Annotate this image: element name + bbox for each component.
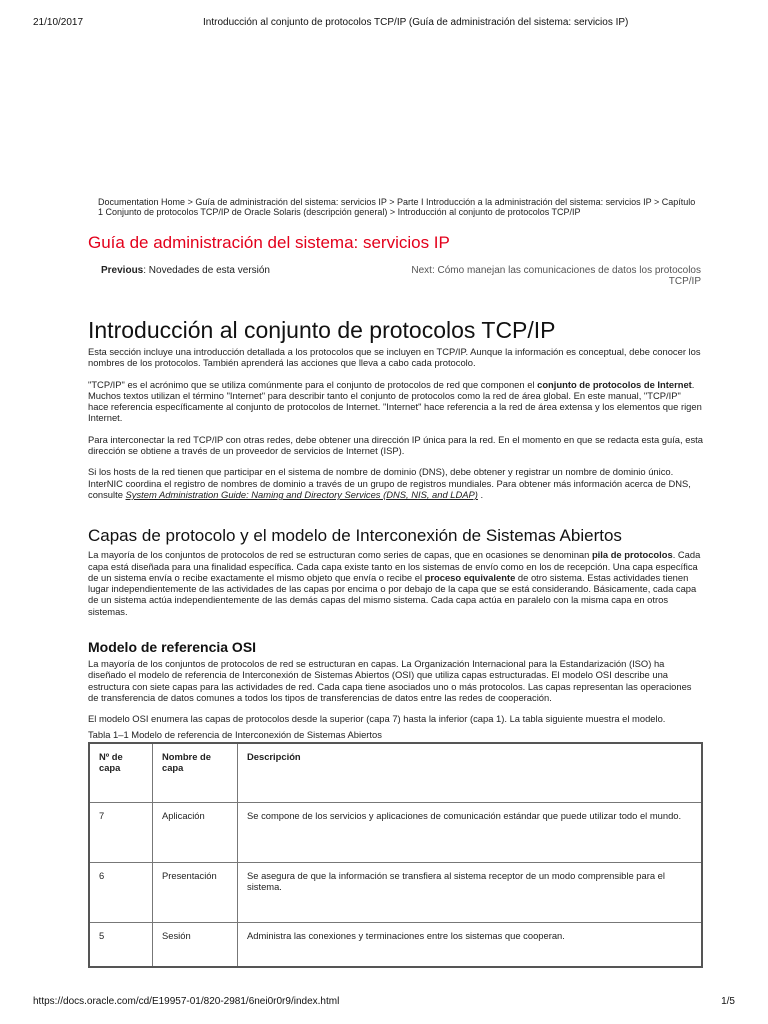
column-header-layer-number: Nº de capa [89, 743, 153, 803]
section-heading-layers: Capas de protocolo y el modelo de Interconexión de Sistemas Abiertos [88, 526, 622, 546]
cell-description: Administra las conexiones y terminaciones entre los sistemas que cooperan. [238, 923, 703, 967]
next-link[interactable] [401, 265, 701, 287]
table-caption: Tabla 1–1 Modelo de referencia de Interconexión de Sistemas Abiertos [88, 728, 382, 740]
tcpip-definition-paragraph: "TCP/IP" es el acrónimo que se utiliza comúnmente para el conjunto de protocolos de red que componen el conjunto de protocolos de Internet. Muchos textos utilizan el término "Internet" para describir tanto el conjunto de protocolos como la red de área global. En este manual, "TCP/IP" hace referencia específicamente al conjunto de protocolos de Internet. "Internet" hace referencia a la red de área extensa y los elementos que rigen Internet. [88, 378, 702, 424]
breadcrumb-item-chapter[interactable]: Capítulo 1 Conjunto de protocolos TCP/IP de Oracle Solaris (descripción general) [98, 197, 696, 217]
breadcrumb-item-part[interactable]: Parte I Introducción a la administración del sistema: servicios IP [397, 197, 652, 207]
column-header-layer-name: Nombre de capa [153, 743, 238, 803]
section-heading-osi: Modelo de referencia OSI [88, 639, 257, 656]
book-title[interactable]: Guía de administración del sistema: servicios IP [88, 233, 450, 252]
print-header [33, 17, 735, 31]
osi-model-table [88, 742, 703, 968]
breadcrumb-separator: > [389, 197, 398, 207]
intro-paragraph: Esta sección incluye una introducción detallada a los protocolos que se incluyen en TCP/IP. Aunque la información es conceptual, debe conocer los nombres de los protocolos. También aprenderá las acciones que lleva a cabo cada protocolo. [88, 346, 701, 369]
print-date: 21/10/2017 [33, 17, 84, 28]
cell-layer-name: Presentación [153, 863, 238, 923]
cell-layer-number: 6 [89, 863, 153, 923]
osi-layers-paragraph: El modelo OSI enumera las capas de protocolos desde la superior (capa 7) hasta la inferior (capa 1). La tabla siguiente muestra el modelo. [88, 713, 666, 725]
cell-description: Se asegura de que la información se transfiera al sistema receptor de un modo comprensible para el sistema. [238, 863, 703, 923]
cell-layer-name: Aplicación [153, 803, 238, 863]
print-page-title: Introducción al conjunto de protocolos TCP/IP (Guía de administración del sistema: servicios IP) [203, 17, 629, 28]
table-row [89, 923, 702, 967]
main-content [88, 316, 703, 968]
table-row [89, 863, 702, 923]
next-page-title[interactable]: : Cómo manejan las comunicaciones de datos los protocolos TCP/IP [431, 265, 701, 287]
next-label: Next [411, 265, 432, 276]
ip-address-paragraph: Para interconectar la red TCP/IP con otras redes, debe obtener una dirección IP única para la red. En el momento en que se redacta esta guía, esta dirección se obtiene a través de un proveedor de servicios de Internet (ISP). [88, 433, 703, 457]
dns-guide-link[interactable]: System Administration Guide: Naming and Directory Services (DNS, NIS, and LDAP) [125, 488, 478, 500]
breadcrumb-item-current: Introducción al conjunto de protocolos TCP/IP [397, 207, 581, 217]
bold-term: conjunto de protocolos de Internet [537, 378, 692, 390]
print-footer [33, 996, 735, 1010]
bold-term: pila de protocolos [591, 549, 673, 561]
previous-label: Previous [101, 265, 144, 276]
breadcrumb-item-book[interactable]: Guía de administración del sistema: servicios IP [195, 197, 387, 207]
breadcrumb-separator: > [187, 197, 196, 207]
cell-layer-name: Sesión [153, 923, 238, 967]
cell-layer-number: 5 [89, 923, 153, 967]
print-url: https://docs.oracle.com/cd/E19957-01/820-2981/6nei0r0r9/index.html [33, 996, 340, 1007]
cell-layer-number: 7 [89, 803, 153, 863]
layers-paragraph: La mayoría de los conjuntos de protocolos de red se estructuran como series de capas, que en ocasiones se denominan pila de protocolos. Cada capa está diseñada para una finalidad específica. Cada capa existe tanto en los sistemas de envío como en los de recepción. Una capa específica de un sistema envía o recibe exactamente el mismo objeto que envía o recibe el proceso equivalente de otro sistema. Estas actividades tienen lugar independientemente de las actividades de las capas por encima o por debajo de la capa que se está considerando. Básicamente, cada capa de un sistema actúa independientemente de las demás capas del mismo sistema. Cada capa actúa en paralelo con la misma capa en otros sistemas. [88, 549, 701, 617]
previous-page-title[interactable]: : Novedades de esta versión [143, 265, 270, 276]
breadcrumb-separator: > [389, 207, 398, 217]
dns-paragraph: Si los hosts de la red tienen que participar en el sistema de nombre de dominio (DNS), debe obtener y registrar un nombre de dominio único. InterNIC coordina el registro de nombres de dominio a través de un grupo de registros mundiales. Para obtener más información acerca de DNS, consulte System Administration Guide: Naming and Directory Services (DNS, NIS, and LDAP) . [88, 466, 691, 500]
print-page-number: 1/5 [721, 996, 735, 1007]
table-header-row [89, 743, 702, 803]
previous-link[interactable] [101, 265, 270, 276]
table-row [89, 803, 702, 863]
breadcrumb [98, 197, 698, 217]
page-heading: Introducción al conjunto de protocolos TCP/IP [88, 317, 556, 343]
breadcrumb-item-home[interactable]: Documentation Home [98, 197, 186, 207]
column-header-description: Descripción [238, 743, 703, 803]
breadcrumb-separator: > [654, 197, 662, 207]
osi-paragraph: La mayoría de los conjuntos de protocolos de red se estructuran en capas. La Organización Internacional para la Estandarización (ISO) ha diseñado el modelo de referencia de Interconexión de Sistemas Abiertos (OSI) que utiliza capas estructuradas. El modelo OSI describe una estructura con siete capas para las actividades de red. Cada capa tiene asociados uno o más protocolos. Las capas representan las operaciones de transferencia de datos comunes a todos los tipos de transferencias de datos entre las redes de cooperación. [88, 658, 692, 703]
cell-description: Se compone de los servicios y aplicaciones de comunicación estándar que puede utilizar todo el mundo. [238, 803, 703, 863]
bold-term: proceso equivalente [424, 571, 516, 583]
